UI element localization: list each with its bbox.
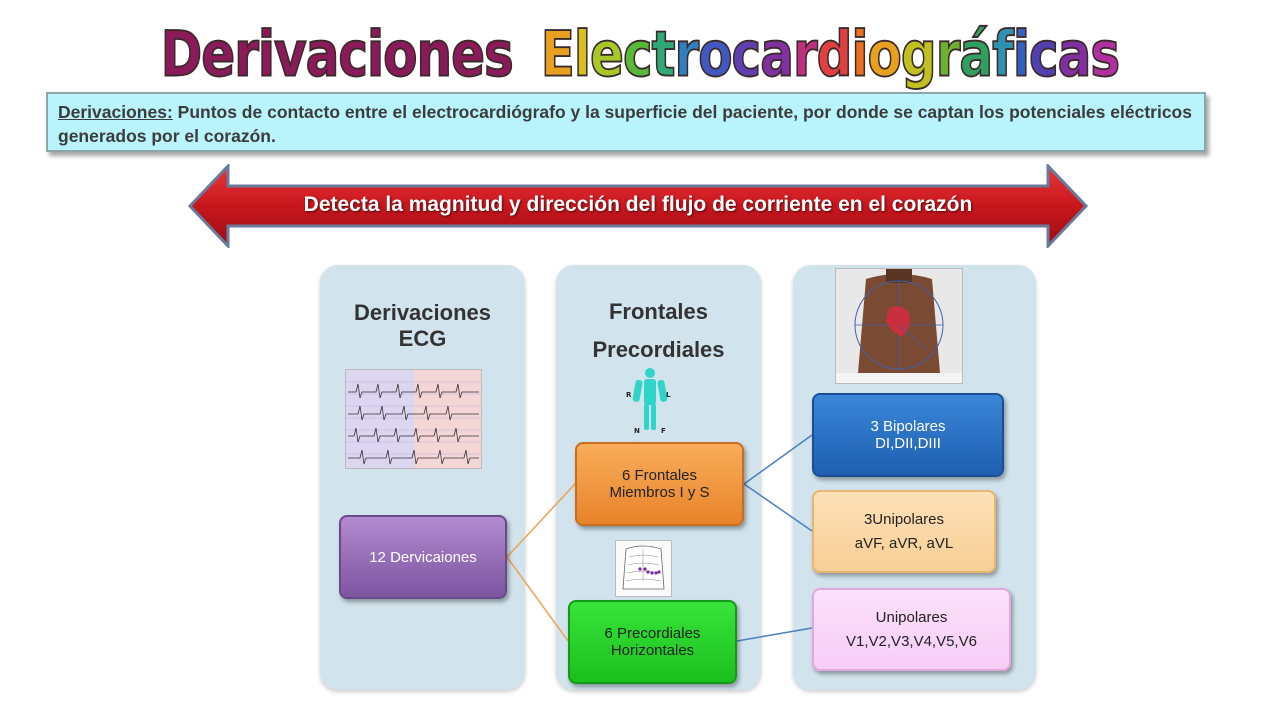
title-letter: f [992,18,1013,91]
title-letter: r [674,18,699,91]
node-unipolares-v-line2: V1,V2,V3,V4,V5,V6 [846,632,977,650]
connector-12-precordiales [507,557,568,641]
title-letter: i [1012,18,1030,91]
node-12-derivaciones [339,515,507,599]
connector-precordiales-unipolares-v [737,628,812,641]
node-unipolares-v [812,588,1011,671]
node-bipolares-line2: DI,DII,DIII [875,435,941,452]
definition-term: Derivaciones: [58,102,173,122]
body-label-r: R [626,391,632,399]
title-letter: c [622,18,652,91]
node-6-precordiales [568,600,737,684]
body-label-f: F [661,427,666,435]
title-letter: E [540,18,574,91]
column1-title-line2: ECG [398,326,447,351]
title-letter: e [590,18,623,91]
title-letter: s [1090,18,1120,91]
body-label-n: N [634,427,640,435]
arrow-label: Detecta la magnitud y dirección del flujo de corriente en el corazón [303,193,973,216]
node-12-label: 12 Dervicaiones [369,548,477,566]
title-letter: r [792,18,817,91]
node-3-bipolares [812,393,1004,477]
title-word-derivaciones: Derivaciones [160,18,513,91]
node-unipolares-v-line1: Unipolares [875,608,948,626]
node-unipolares-a-line1: 3Unipolares [863,510,945,528]
title-letter: o [867,18,901,91]
node-unipolares-a-line2: aVF, aVR, aVL [854,534,954,552]
node-precordiales-line1: 6 Precordiales [604,625,701,642]
node-precordiales-line2: Horizontales [610,642,695,659]
title-letter: á [959,18,993,91]
title-letter: c [731,18,761,91]
column1-title-line1: Derivaciones [354,300,491,325]
title-letter: l [573,18,591,91]
node-frontales-line1: 6 Frontales [621,467,698,484]
title-letter: a [760,18,793,91]
node-frontales-line2: Miembros I y S [609,484,710,501]
connector-12-frontales [507,484,575,557]
title-letter: c [1029,18,1058,91]
body-label-l: L [666,391,671,399]
title-letter: a [1057,18,1091,91]
title-letter: o [698,18,732,91]
title-letter: t [651,18,675,91]
title-letter: d [816,18,852,91]
title-letter: i [851,18,868,91]
node-6-frontales [575,442,744,526]
node-bipolares-line1: 3 Bipolares [870,418,946,435]
title-letter: r [935,18,960,91]
definition-text: Puntos de contacto entre el electrocardiógrafo y la superficie del paciente, por donde se captan los potenciales eléctricos generados por el corazón. [58,102,1192,146]
node-3-unipolares [812,490,996,573]
column2-title-line1: Frontales [608,299,709,324]
column2-title-line2: Precordiales [592,337,725,362]
connector-frontales-bipolares [744,435,812,484]
title-letter: g [900,18,936,91]
connector-frontales-unipolares-a [744,484,812,531]
